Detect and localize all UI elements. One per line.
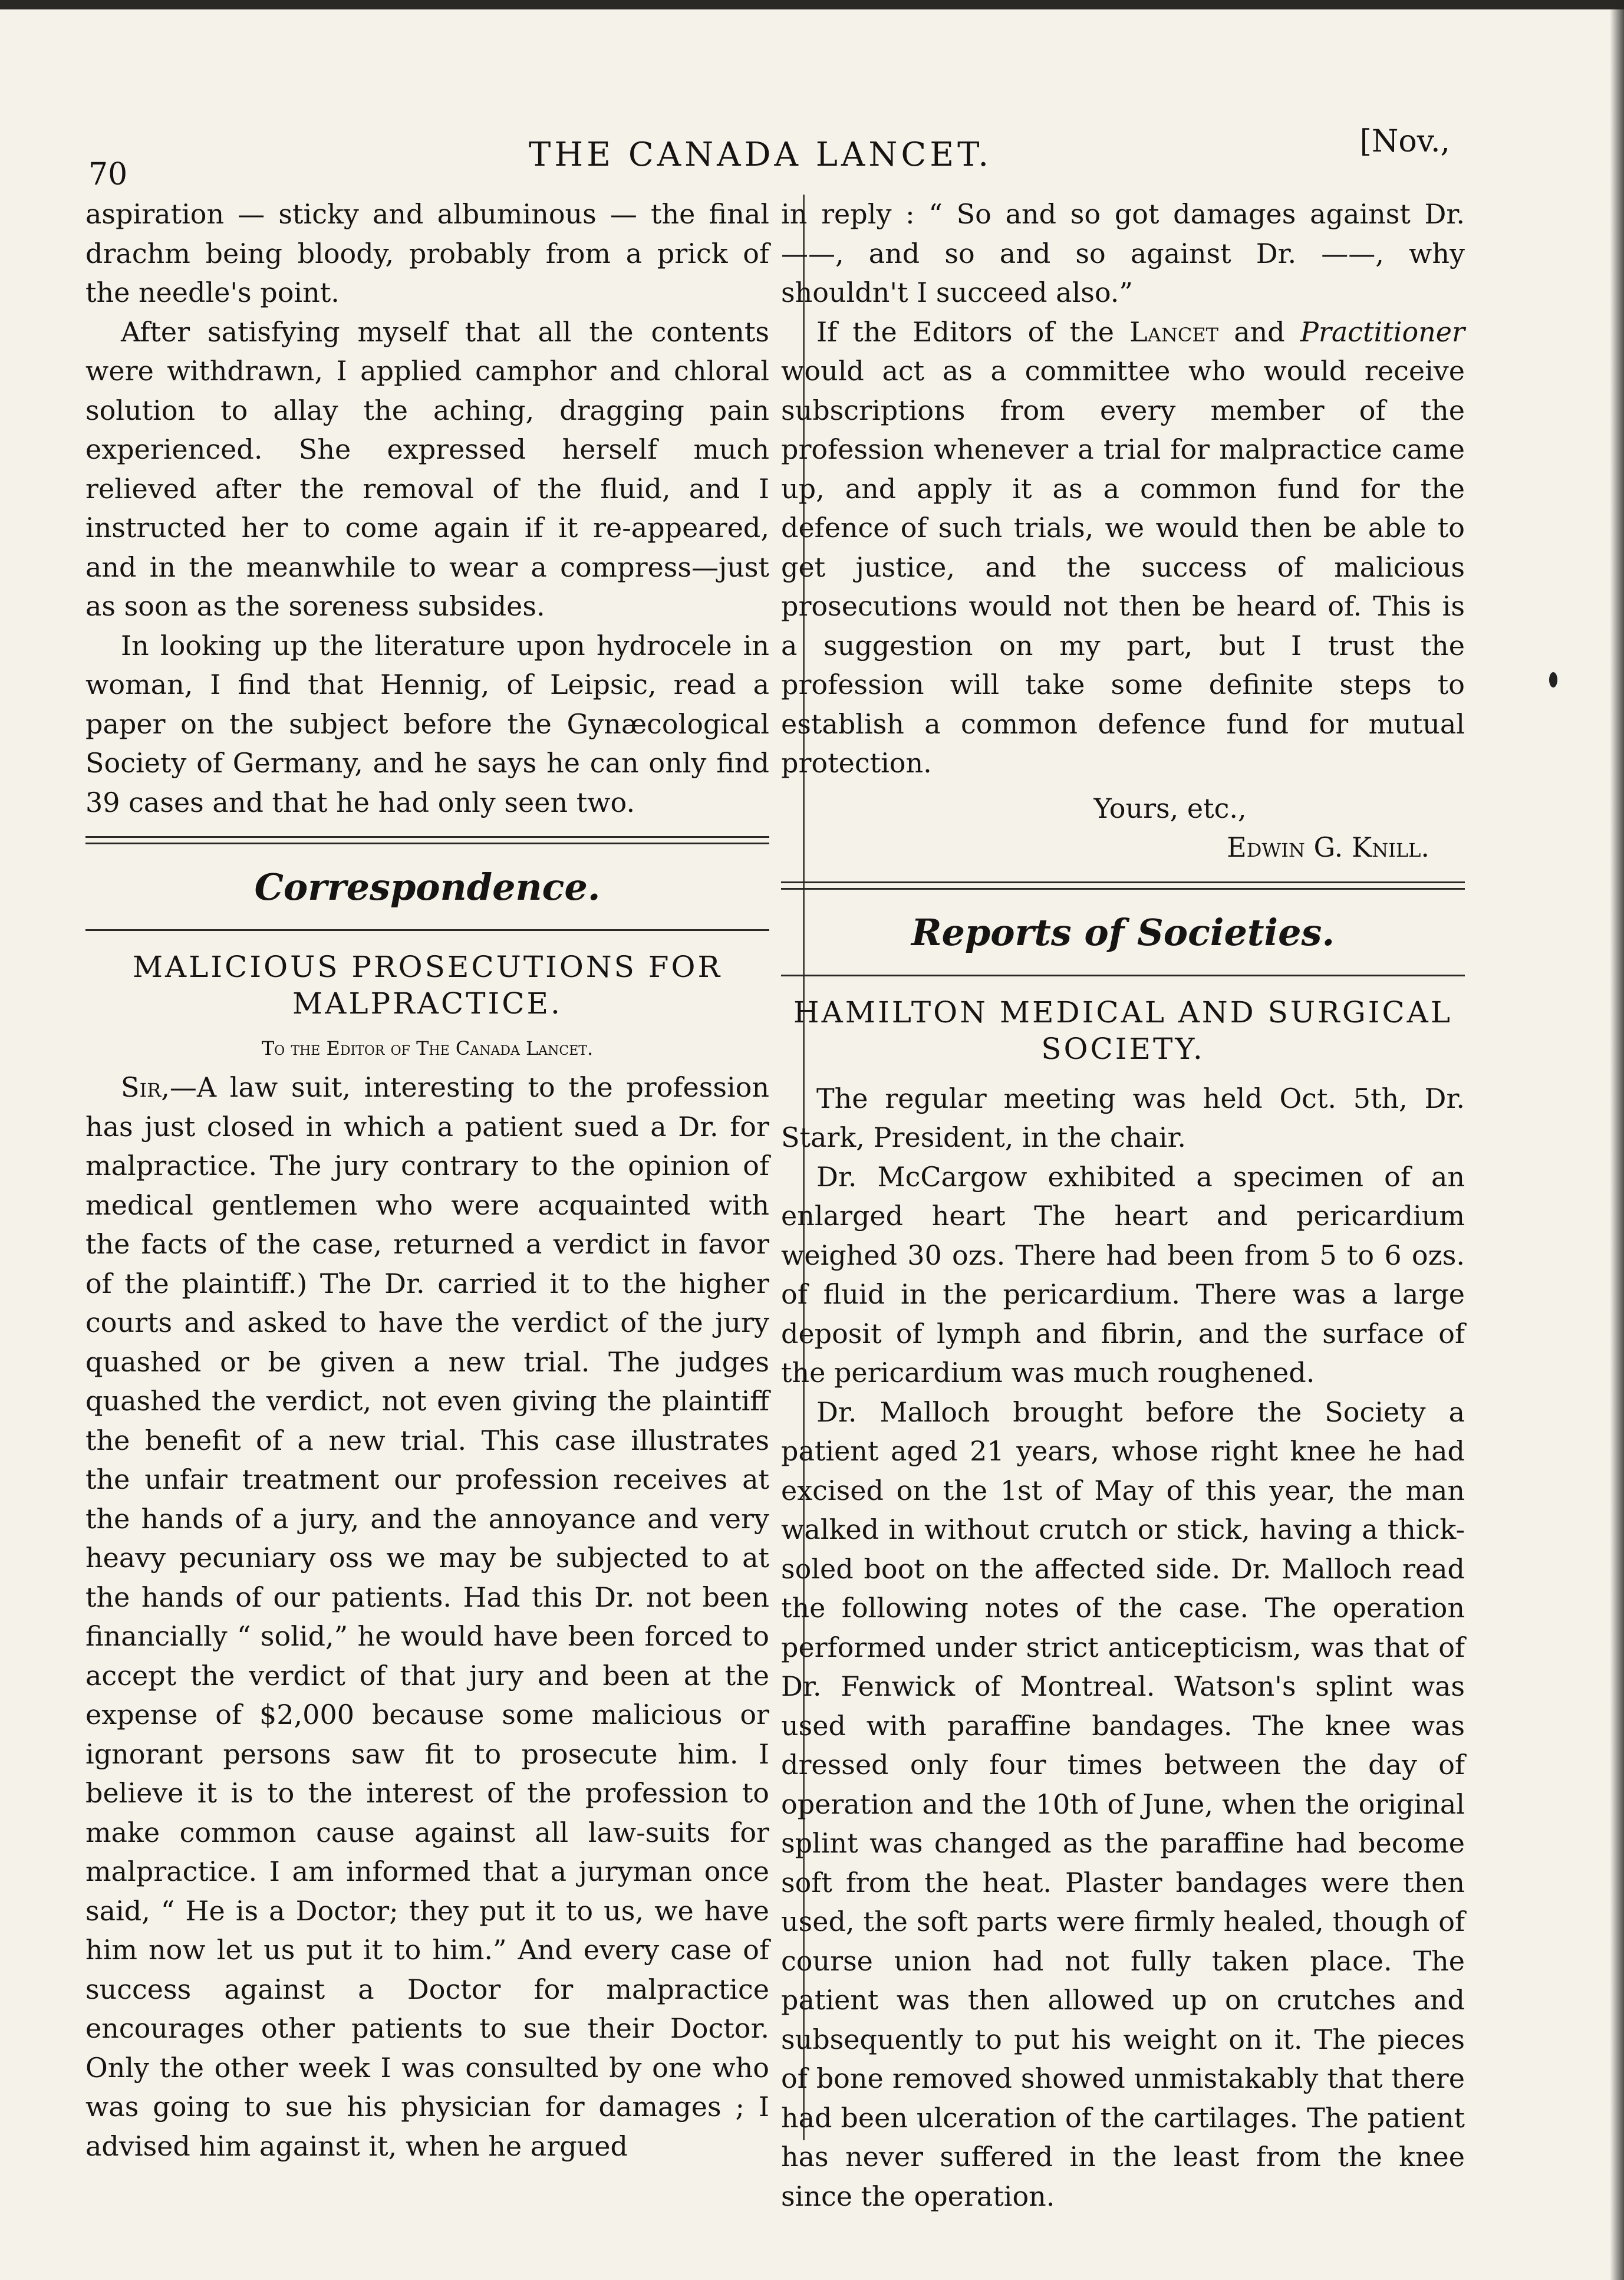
section-heading-correspondence: Correspondence. xyxy=(254,866,601,909)
paragraph xyxy=(781,312,1465,783)
running-head xyxy=(88,124,1450,192)
paragraph: After satisfying myself that all the contents were withdrawn, I applied camphor and chloral solution to allay the aching, dragging pain experienced. She expressed herself much relieved after the removal of the fluid, and I instructed her to come again if it re-appeared, and in the meanwhile to wear a compress—just as soon as the soreness subsides. xyxy=(85,315,769,622)
section-rule xyxy=(85,836,769,844)
salutation: Sir, xyxy=(121,1071,170,1103)
page-number: 70 xyxy=(88,157,128,192)
text-run: and xyxy=(1218,315,1300,348)
paragraph: Dr. Malloch brought before the Society a patient aged 21 years, whose right knee he had excised on the 1st of May of this year, the man walked in without crutch or stick, having a thick-soled boot on the affected side. Dr. Malloch read the following notes of the case. The operation performed under strict anticepticism, was that of Dr. Fenwick of Montreal. Watson's splint was used with paraffine bandages. The knee was dressed only four times between the day of operation and the 10th of June, when the original splint was changed as the paraffine had become soft from the heat. Plaster bandages were then used, the soft parts were firmly healed, though of course union had not fully taken place. The patient was then allowed up on crutches and subsequently to put his weight on it. The pieces of bone removed showed unmistakably that there had been ulceration of the cartilages. The patient has never suffered in the least from the knee since the operation. xyxy=(781,1396,1465,2212)
section-rule xyxy=(781,881,1465,890)
paragraph: aspiration — sticky and albuminous — the final drachm being bloody, probably from a prick of the needle's point. xyxy=(85,198,769,308)
practitioner-ref: Practitioner xyxy=(1300,315,1465,348)
left-column xyxy=(85,195,769,2166)
article-title: HAMILTON MEDICAL AND SURGICAL SOCIETY. xyxy=(793,995,1452,1066)
issue-month: [Nov., xyxy=(1359,124,1450,159)
paragraph: Dr. McCargow exhibited a specimen of an enlarged heart The heart and pericardium weighed 30 ozs. There had been from 5 to 6 ozs. of fluid in the pericardium. There was a large deposit of lymph and fibrin, and the surface of the pericardium was much roughened. xyxy=(781,1160,1465,1389)
journal-title: THE CANADA LANCET. xyxy=(528,136,992,174)
letter-text: —A law suit, interesting to the profession has just closed in which a patient sued a Dr. for malpractice. The jury contrary to the opinion of medical gentlemen who were acquainted with the facts of the case, returned a verdict in favor of the plaintiff.) The Dr. carried it to the higher courts and asked to have the verdict of the jury quashed or be given a new trial. The judges quashed the verdict, not even giving the plaintiff the benefit of a new trial. This case illustrates the unfair treatment our profession receives at the hands of a jury, and the annoyance and very heavy pecuniary oss we may be subjected to at the hands of our patients. Had this Dr. not been financially “ solid,” he would have been forced to accept the verdict of that jury and been at the expense of $2,000 because some malicious or ignorant persons saw fit to prosecute him. I believe it is to the interest of the profession to make common cause against all law-suits for malpractice. I am informed that a juryman once said, “ He is a Doctor; they put it to us, we have him now let us put it to him.” And every case of success against a Doctor for malpractice encourages other patients to sue their Doctor. Only the other week I was consulted by one who was going to sue his physician for damages ; I advised him against it, when he argued xyxy=(85,1071,769,2162)
text-run: If the Editors of the xyxy=(816,315,1130,348)
letter-body xyxy=(85,1068,769,2166)
ink-mark xyxy=(1549,672,1557,687)
paragraph: In looking up the literature upon hydrocele in woman, I find that Hennig, of Leipsic, read a paper on the subject before the Gynæcological Society of Germany, and he says he can only find 39 cases and that he had only seen two. xyxy=(85,629,769,818)
divider xyxy=(781,975,1465,976)
text-run: would act as a committee who would receive subscriptions from every member of the profession whenever a trial for malpractice came up, and apply it as a common fund for the defence of such trials, we would then be able to get justice, and the success of malicious prosecutions would not then be heard of. This is a suggestion on my part, but I trust the profession will take some definite steps to establish a common defence fund for mutual protection. xyxy=(781,355,1465,779)
sign-off: Yours, etc., xyxy=(1093,792,1247,824)
top-rule xyxy=(0,0,1624,9)
paragraph: in reply : “ So and so got damages against Dr.——, and so and so against Dr. ——, why shouldn't I succeed also.” xyxy=(781,198,1465,308)
lancet-ref: Lancet xyxy=(1129,315,1218,348)
right-column xyxy=(781,195,1465,2216)
to-editor-line: To the Editor of The Canada Lancet. xyxy=(261,1037,594,1060)
article-title: MALICIOUS PROSECUTIONS FOR MALPRACTICE. xyxy=(132,950,723,1021)
section-heading-reports: Reports of Societies. xyxy=(911,910,1335,954)
paragraph: The regular meeting was held Oct. 5th, Dr. Stark, President, in the chair. xyxy=(781,1082,1465,1153)
page-edge-shadow xyxy=(1610,0,1624,2280)
signature: Edwin G. Knill. xyxy=(1227,831,1429,863)
divider xyxy=(85,929,769,931)
